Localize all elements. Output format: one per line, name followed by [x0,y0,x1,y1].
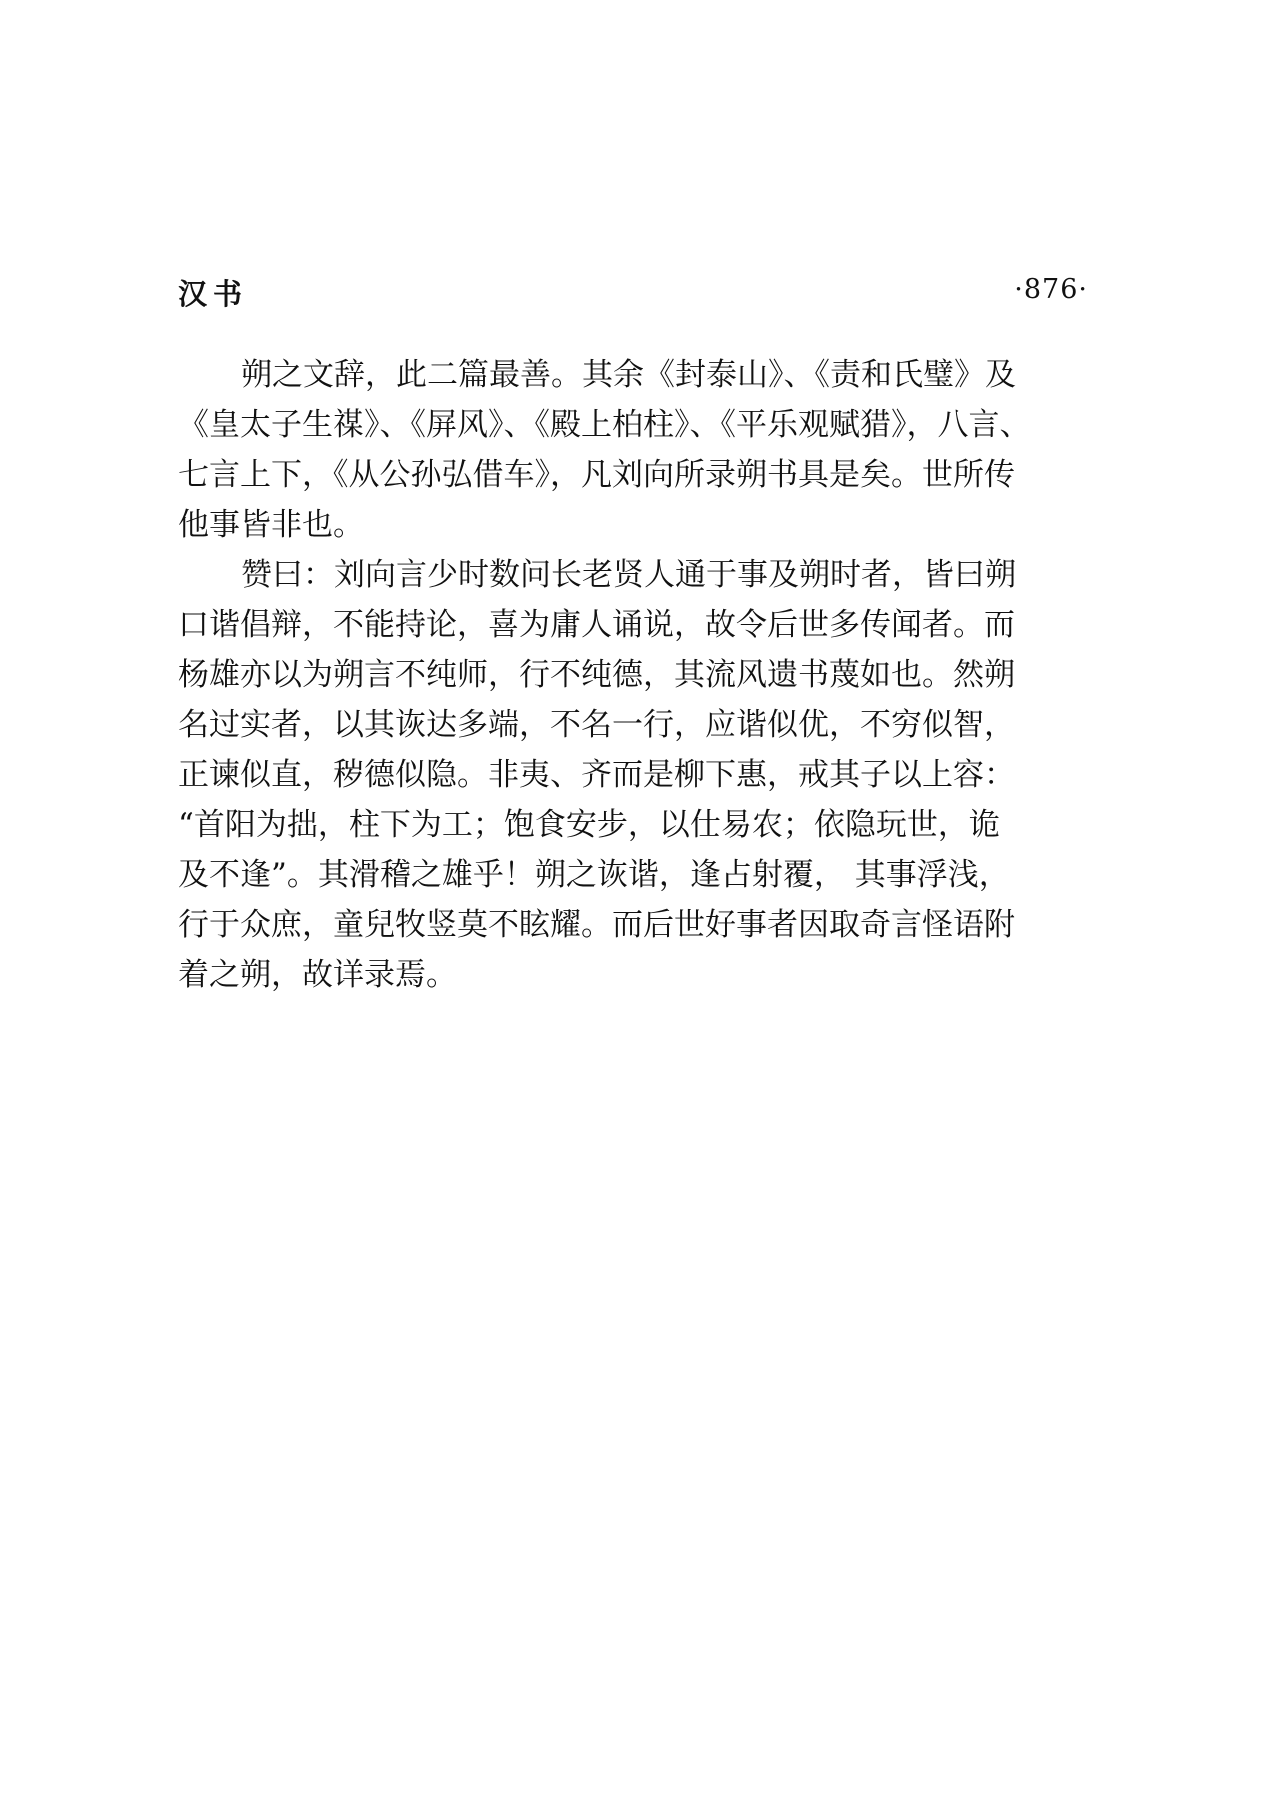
text-line: 口谐倡辩，不能持论，喜为庸人诵说，故令后世多传闻者。而 [178,607,1015,643]
paragraph-1 [178,350,1078,550]
text-line: 朔之文辞，此二篇最善。其余《封泰山》、《责和氏璧》及 [241,357,1016,393]
running-header [178,268,1088,318]
text-line: 及不逢”。其滑稽之雄乎！朔之诙谐，逢占射覆， 其事浮浅， [178,857,1010,893]
paragraph-2 [178,550,1078,1000]
page-number: ·876· [1014,274,1088,305]
text-line: 杨雄亦以为朔言不纯师，行不纯德，其流风遗书蔑如也。然朔 [178,657,1015,693]
text-line: 着之朔，故详录焉。 [178,957,457,993]
book-title: 汉书 [178,277,249,311]
body-text [178,350,1078,1000]
text-line: 七言上下，《从公孙弘借车》，凡刘向所录朔书具是矣。世所传 [178,457,1015,493]
text-line: 《皇太子生禖》、《屏风》、《殿上柏柱》、《平乐观赋猎》，八言、 [178,407,1031,443]
text-line: 正谏似直，秽德似隐。非夷、齐而是柳下惠，戒其子以上容： [178,757,1015,793]
text-line: 行于众庶，童兒牧竖莫不眩耀。而后世好事者因取奇言怪语附 [178,907,1015,943]
text-line: 赞曰：刘向言少时数问长老贤人通于事及朔时者，皆曰朔 [241,557,1016,593]
text-line: 他事皆非也。 [178,507,364,543]
text-line: 名过实者，以其诙达多端，不名一行，应谐似优，不穷似智， [178,707,1015,743]
text-line: “首阳为拙，柱下为工；饱食安步，以仕易农；依隐玩世，诡 [178,807,1000,843]
